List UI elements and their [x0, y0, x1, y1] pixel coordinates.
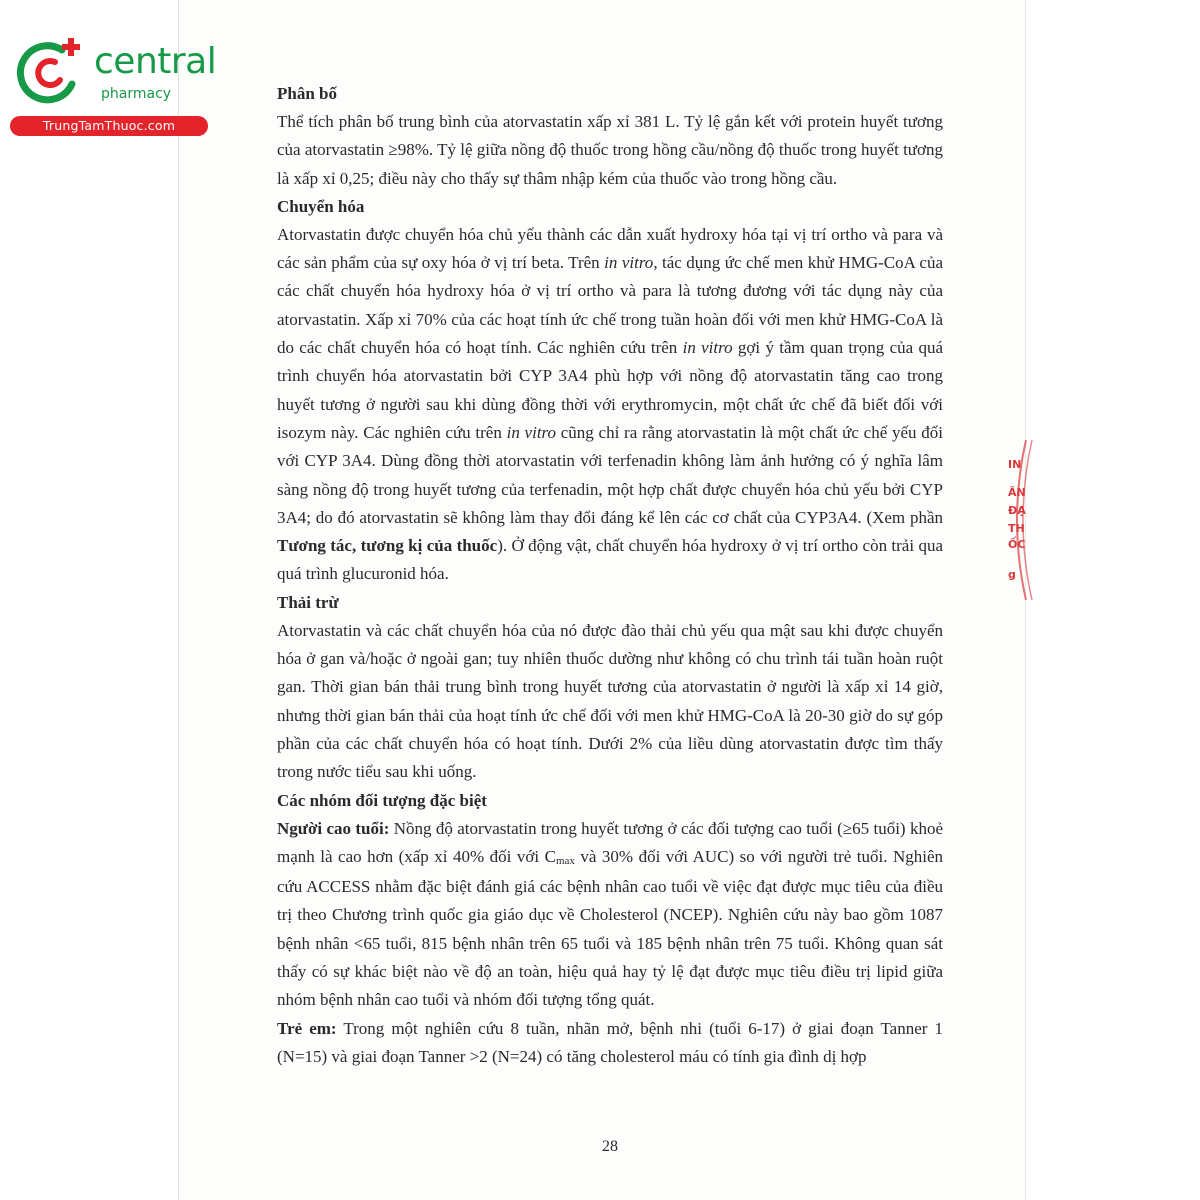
page-number: 28: [602, 1138, 618, 1155]
paragraph-chuyen-hoa: [277, 221, 943, 589]
label-tre-em: Trẻ em:: [277, 1018, 337, 1038]
pharmacy-cross-icon: [10, 36, 90, 106]
text-run: cũng chỉ ra rằng atorvastatin là một chất ức chế yếu đối với CYP 3A4. Dùng đồng thời atorvastatin với terfenadin không làm ảnh hưởng có ý nghĩa lâm sàng nồng độ trong huyết tương của terfenadin, một hợp chất được chuyển hóa chủ yếu bởi CYP 3A4; do đó atorvastatin sẽ không làm thay đổi đáng kể lên các cơ chất của CYP3A4. (Xem phần: [277, 422, 944, 527]
paragraph-thai-tru: Atorvastatin và các chất chuyển hóa của nó được đào thải chủ yếu qua mật sau khi được chuyển hóa ở gan và/hoặc ở ngoài gan; tuy nhiên thuốc dường như không có chu trình tái tuần hoàn ruột gan. Thời gian bán thải trung bình trong huyết tương của atorvastatin ở người là xấp xỉ 14 giờ, nhưng thời gian bán thải của hoạt tính ức chế đối với men khử HMG-CoA là 20-30 giờ do sự góp phần của các chất chuyển hóa có hoạt tính. Dưới 2% của liều dùng atorvastatin được tìm thấy trong nước tiểu sau khi uống.: [277, 620, 943, 782]
text-run: gợi ý tầm quan trọng của quá trình chuyển hóa atorvastatin bởi CYP 3A4 phù hợp với nồng độ atorvastatin tăng cao trong huyết tương ở người sau khi dùng đồng thời với erythromycin, một chất ức chế đã biết đối với isozym này. Các nghiên cứu trên: [277, 338, 944, 442]
red-stamp: [1004, 440, 1034, 600]
paragraph-phan-bo: Thể tích phân bố trung bình của atorvastatin xấp xỉ 381 L. Tỷ lệ gắn kết với protein huyết tương của atorvastatin ≥98%. Tỷ lệ giữa nồng độ thuốc trong hồng cầu/nồng độ thuốc trong huyết tương là xấp xỉ 0,25; điều này cho thấy sự thâm nhập kém của thuốc vào trong hồng cầu.: [277, 112, 943, 188]
document-content: [277, 80, 943, 1071]
label-nguoi-cao-tuoi: Người cao tuổi:: [277, 818, 390, 838]
text-run: và 30% đối với AUC) so với người trẻ tuổi. Nghiên cứu ACCESS nhằm đặc biệt đánh giá các bệnh nhân cao tuổi về việc đạt được mục tiêu của điều trị theo Chương trình quốc gia giáo dục về Cholesterol (NCEP). Nghiên cứu này bao gồm 1087 bệnh nhân <65 tuổi, 815 bệnh nhân trên 65 tuổi và 185 bệnh nhân trên 75 tuổi. Không quan sát thấy có sự khác biệt nào về độ an toàn, hiệu quả hay tỷ lệ đạt được mục tiêu điều trị lipid giữa nhóm bệnh nhân cao tuổi và nhóm đối tượng tổng quát.: [277, 846, 944, 1010]
bold-run: Tương tác, tương kị của thuốc: [277, 536, 498, 556]
stamp-text: ỐC: [1008, 538, 1026, 551]
paragraph-nguoi-cao-tuoi: [277, 815, 943, 1015]
subscript-max: max: [555, 854, 575, 867]
paragraph-tre-em: [277, 1015, 943, 1072]
text-run: Trong một nghiên cứu 8 tuần, nhãn mở, bệnh nhi (tuổi 6-17) ở giai đoạn Tanner 1 (N=15) và giai đoạn Tanner >2 (N=24) có tăng cholesterol máu có tính gia đình dị hợp: [277, 1018, 943, 1066]
stamp-text: ĐẠ: [1008, 504, 1026, 517]
stamp-text: TH: [1008, 522, 1025, 535]
italic-run: in vitro: [604, 253, 654, 273]
heading-thai-tru: Thải trừ: [277, 592, 339, 612]
stamp-text: ĂN: [1008, 486, 1026, 499]
text-run: Nồng độ atorvastatin trong huyết tương ở các đối tượng cao tuổi (≥65 tuổi) khoẻ mạnh là cao hơn (xấp xỉ 40% đối với C: [277, 818, 943, 866]
stamp-text: g: [1008, 568, 1016, 581]
stamp-text: IN: [1008, 458, 1022, 471]
heading-phan-bo: Phân bố: [277, 84, 337, 103]
brand-name: central: [94, 41, 217, 82]
heading-chuyen-hoa: Chuyển hóa: [277, 196, 365, 216]
text-run: Atorvastatin được chuyển hóa chủ yếu thành các dẫn xuất hydroxy hóa tại vị trí ortho và para và các sản phẩm của sự oxy hóa ở vị trí beta. Trên: [277, 224, 943, 273]
italic-run: in vitro: [682, 338, 733, 358]
text-run: ). Ở động vật, chất chuyển hóa hydroxy ở vị trí ortho còn trải qua quá trình glucuronid hóa.: [277, 536, 943, 584]
brand-url[interactable]: TrungTamThuoc.com: [10, 116, 208, 136]
heading-dac-biet: Các nhóm đối tượng đặc biệt: [277, 790, 487, 810]
central-pharmacy-logo[interactable]: [10, 36, 215, 136]
italic-run: in vitro: [506, 422, 557, 442]
brand-sub: pharmacy: [101, 86, 172, 102]
text-run: , tác dụng ức chế men khử HMG-CoA của các chất chuyển hóa hydroxy hóa ở vị trí ortho và para là tương đương với tác dụng này của atorvastatin. Xấp xỉ 70% của các hoạt tính ức chế trong tuần hoàn đối với men khử HMG-CoA là do các chất chuyển hóa có hoạt tính. Các nghiên cứu trên: [277, 253, 943, 358]
